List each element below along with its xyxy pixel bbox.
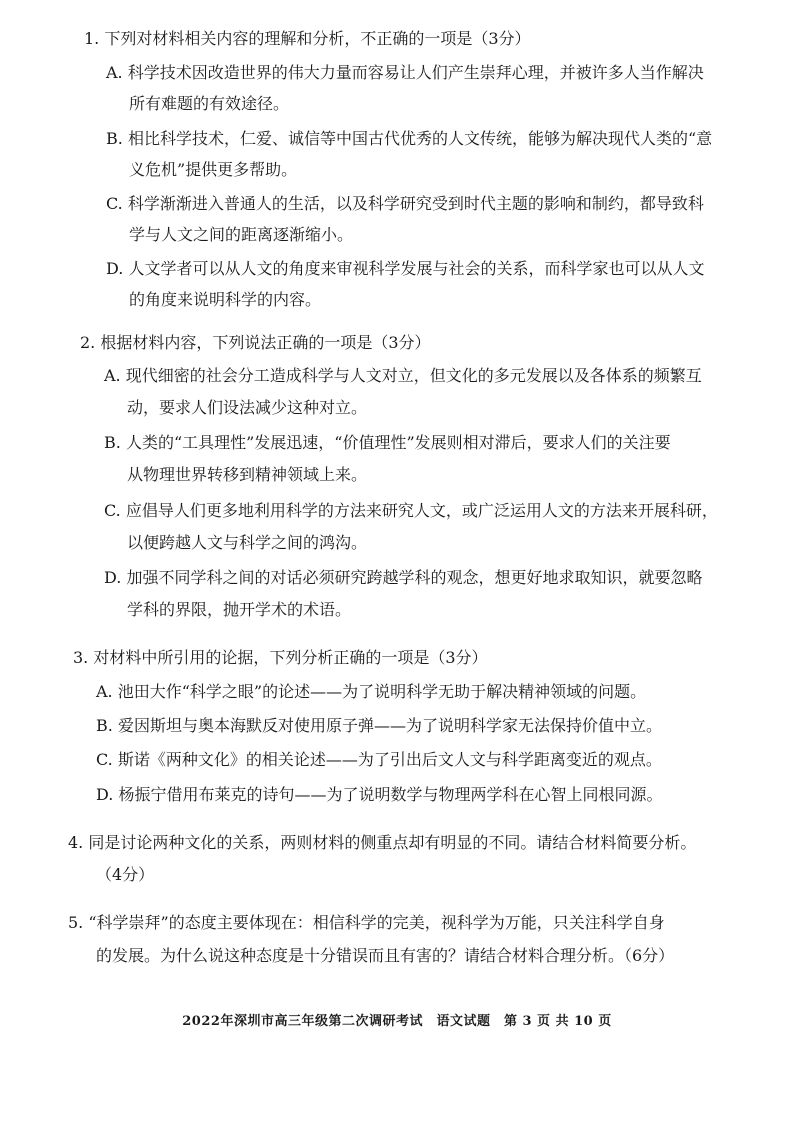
option-letter: B.	[104, 433, 121, 452]
question-3-stem	[73, 648, 488, 668]
option-text: 加强不同学科之间的对话必须研究跨越学科的观念，想更好地求取知识，就要忽略	[126, 568, 703, 587]
q1-option-b-cont: 义危机”提供更多帮助。	[129, 160, 298, 179]
q2-option-c	[104, 501, 718, 521]
question-text: 对材料中所引用的论据，下列分析正确的一项是（3分）	[93, 648, 488, 667]
option-text: 池田大作“科学之眼”的论述——为了说明科学无助于解决精神领域的问题。	[117, 682, 647, 701]
option-text: 爱因斯坦与奥本海默反对使用原子弹——为了说明科学家无法保持价值中立。	[117, 716, 662, 735]
q2-option-a	[104, 366, 702, 386]
option-text: 杨振宁借用布莱克的诗句——为了说明数学与物理两学科在心智上同根同源。	[118, 785, 663, 804]
question-number: 2.	[80, 333, 96, 352]
option-letter: C.	[104, 501, 121, 520]
option-text: 科学技术因改造世界的伟大力量而容易让人们产生崇拜心理，并被许多人当作解决	[127, 63, 704, 82]
q1-option-c-cont: 学与人文之间的距离逐渐缩小。	[129, 225, 354, 244]
option-text: 现代细密的社会分工造成科学与人文对立，但文化的多元发展以及各体系的频繁互	[125, 366, 702, 385]
option-letter: C.	[96, 750, 113, 769]
option-letter: D.	[96, 785, 114, 804]
question-4-stem	[68, 833, 696, 853]
q3-option-a	[96, 682, 646, 702]
q1-option-a-cont: 所有难题的有效途径。	[129, 94, 290, 113]
option-letter: B.	[106, 129, 123, 148]
q3-option-c	[96, 750, 662, 770]
question-5-cont: 的发展。为什么说这种态度是十分错误而且有害的？请结合材料合理分析。（6分）	[96, 946, 675, 965]
option-text: 人文学者可以从人文的角度来审视科学发展与社会的关系，而科学家也可以从人文	[128, 259, 705, 278]
q3-option-d	[96, 785, 662, 805]
q1-option-a	[106, 63, 704, 83]
question-number: 3.	[73, 648, 89, 667]
question-5-stem	[68, 913, 665, 933]
q1-option-b	[106, 129, 712, 149]
q2-option-d-cont: 学科的界限，抛开学术的术语。	[127, 600, 352, 619]
page-footer: 2022年深圳市高三年级第二次调研考试 语文试题 第 3 页 共 10 页	[182, 1014, 612, 1029]
option-letter: D.	[104, 568, 122, 587]
question-2-stem	[80, 333, 431, 353]
q1-option-d-cont: 的角度来说明科学的内容。	[129, 290, 322, 309]
option-letter: A.	[96, 682, 113, 701]
question-text: 根据材料内容，下列说法正确的一项是（3分）	[100, 333, 431, 352]
option-text: 人类的“工具理性”发展迅速，“价值理性”发展则相对滞后，要求人们的关注要	[125, 433, 671, 452]
q2-option-c-cont: 以便跨越人文与科学之间的鸿沟。	[127, 533, 368, 552]
option-letter: C.	[106, 194, 123, 213]
option-text: 相比科学技术，仁爱、诚信等中国古代优秀的人文传统，能够为解决现代人类的“意	[127, 129, 713, 148]
q2-option-b	[104, 433, 671, 453]
q1-option-d	[106, 259, 704, 279]
q1-option-c	[106, 194, 704, 214]
option-letter: B.	[96, 716, 113, 735]
question-number: 4.	[68, 833, 84, 852]
question-4-cont: （4分）	[96, 865, 155, 884]
question-number: 5.	[68, 913, 84, 932]
q2-option-d	[104, 568, 702, 588]
question-1-stem	[84, 29, 531, 49]
question-number: 1.	[84, 29, 100, 48]
option-letter: D.	[106, 259, 124, 278]
option-text: 应倡导人们更多地利用科学的方法来研究人文，或广泛运用人文的方法来开展科研，	[125, 501, 718, 520]
option-letter: A.	[106, 63, 123, 82]
option-letter: A.	[104, 366, 121, 385]
q2-option-b-cont: 从物理世界转移到精神领域上来。	[127, 465, 368, 484]
question-text: 同是讨论两种文化的关系，两则材料的侧重点却有明显的不同。请结合材料简要分析。	[88, 833, 697, 852]
option-text: 斯诺《两种文化》的相关论述——为了引出后文人文与科学距离变近的观点。	[117, 750, 662, 769]
q3-option-b	[96, 716, 662, 736]
question-text: 下列对材料相关内容的理解和分析，不正确的一项是（3分）	[104, 29, 531, 48]
q2-option-a-cont: 动，要求人们设法减少这种对立。	[127, 398, 368, 417]
option-text: 科学渐渐进入普通人的生活，以及科学研究受到时代主题的影响和制约，都导致科	[127, 194, 704, 213]
question-text: “科学崇拜”的态度主要体现在：相信科学的完美，视科学为万能，只关注科学自身	[88, 913, 665, 932]
